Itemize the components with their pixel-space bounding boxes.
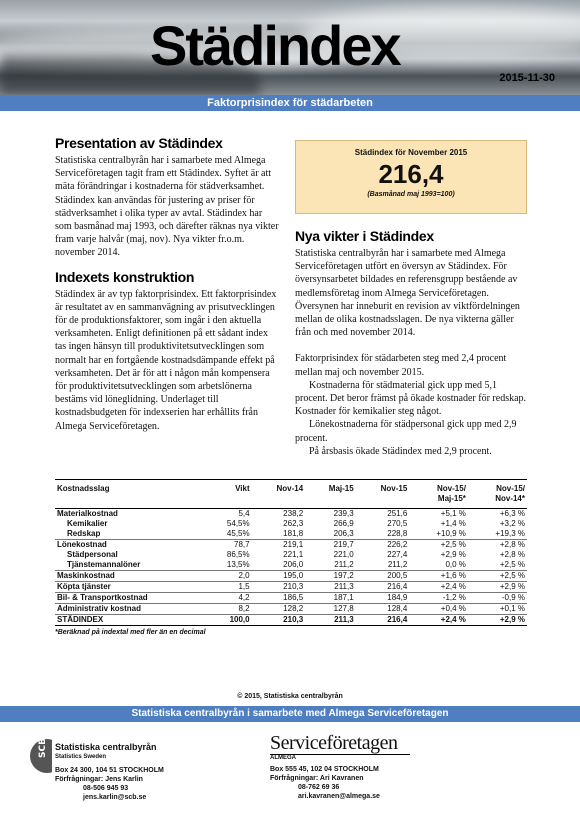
cost-table — [55, 479, 527, 626]
table-cell: 1,5 — [205, 582, 252, 593]
cost-table-section — [55, 479, 527, 636]
svg-text:SCB: SCB — [38, 738, 48, 758]
table-cell: 210,3 — [252, 582, 306, 593]
table-cell: 266,9 — [333, 519, 354, 528]
footer-bar: Statistiska centralbyrån i samarbete med Almega Serviceföretagen — [0, 706, 580, 722]
index-highlight-box — [295, 140, 527, 214]
scb-contact-block — [55, 742, 164, 802]
table-cell: 181,8 — [283, 529, 304, 538]
table-row — [55, 509, 527, 520]
table-cell: 221,1 — [283, 550, 304, 559]
index-box-value: 216,4 — [378, 159, 444, 189]
section-heading-construction: Indexets konstruktion — [55, 268, 195, 285]
table-cell: 211,2 — [334, 560, 354, 569]
table-row — [55, 560, 527, 571]
table-cell: -1,2 % — [409, 593, 468, 604]
subtitle-bar: Faktorprisindex för städarbeten — [0, 95, 580, 111]
table-header-cell: Nov-15 — [380, 484, 408, 493]
table-cell: 239,3 — [333, 509, 354, 518]
table-cell: 219,1 — [252, 540, 306, 551]
table-row — [55, 550, 527, 560]
table-cell: 251,6 — [387, 509, 408, 518]
table-row — [55, 571, 527, 582]
table-cell: +2,4 % — [409, 615, 468, 626]
almega-contact-name: Ari Kavranen — [319, 775, 364, 782]
section-heading-presentation: Presentation av Städindex — [55, 135, 223, 151]
table-cell: Administrativ kostnad — [55, 604, 205, 615]
table-cell: 8,2 — [205, 604, 252, 615]
table-cell: +3,2 % — [499, 519, 525, 528]
table-cell: 127,8 — [305, 604, 355, 615]
table-cell: +2,5 % — [499, 560, 525, 569]
index-box-note: (Basmånad maj 1993=100) — [367, 191, 455, 198]
table-header-cell: Nov-14 — [276, 484, 304, 493]
table-cell: 226,2 — [356, 540, 410, 551]
table-row — [55, 519, 527, 529]
table-cell: +2,5 % — [468, 571, 527, 582]
summary-text-3: Lönekostnaderna för städpersonal gick upp med 2,9 procent. — [295, 419, 517, 444]
table-cell: 200,5 — [356, 571, 410, 582]
table-cell: +2,9 % — [468, 615, 527, 626]
table-cell: 45,5% — [226, 529, 250, 538]
section-heading-new-weights: Nya vikter i Städindex — [295, 228, 434, 244]
table-cell: Bil- & Transportkostnad — [55, 593, 205, 604]
scb-contact-email[interactable]: jens.karlin@scb.se — [83, 794, 147, 801]
scb-name: Statistiska centralbyrån — [55, 742, 157, 752]
table-cell: 13,5% — [226, 560, 250, 569]
table-cell: +2,5 % — [409, 540, 468, 551]
scb-contact-name: Jens Karlin — [105, 776, 143, 783]
table-cell: 4,2 — [205, 593, 252, 604]
table-cell: +0,4 % — [409, 604, 468, 615]
scb-contact-label: Förfrågningar: — [55, 776, 104, 783]
table-cell: +2,8 % — [499, 550, 525, 559]
almega-subtitle: ALMEGA — [270, 754, 410, 761]
table-row — [55, 582, 527, 593]
table-cell: +2,9 % — [468, 582, 527, 593]
almega-address: Box 555 45, 102 04 STOCKHOLM — [270, 766, 379, 773]
table-footnote: *Beräknad på indextal med fler än en decimal — [55, 629, 206, 636]
table-cell: 211,2 — [387, 560, 408, 569]
table-cell: 216,4 — [356, 582, 410, 593]
table-cell: 227,4 — [387, 550, 408, 559]
table-cell: 2,0 — [205, 571, 252, 582]
table-cell: 78,7 — [205, 540, 252, 551]
summary-text-1: Faktorprisindex för städarbeten steg med 2,4 procent mellan maj och november 2015. — [295, 353, 507, 378]
table-cell: 100,0 — [205, 615, 252, 626]
table-cell: Materialkostnad — [57, 509, 118, 518]
almega-contact-label: Förfrågningar: — [270, 775, 319, 782]
table-cell: 197,2 — [305, 571, 355, 582]
almega-contact-email[interactable]: ari.kavranen@almega.se — [298, 793, 380, 800]
table-cell: Maskinkostnad — [55, 571, 205, 582]
table-cell: 206,0 — [283, 560, 304, 569]
table-cell: 262,3 — [283, 519, 304, 528]
table-cell: 211,3 — [305, 582, 355, 593]
table-cell: 128,2 — [252, 604, 306, 615]
scb-logo-icon — [30, 736, 52, 776]
almega-logo-text: Serviceföretagen — [270, 732, 398, 754]
table-cell: 128,4 — [356, 604, 410, 615]
table-cell: 5,4 — [238, 509, 250, 518]
table-header-cell: Maj-15 — [328, 484, 354, 493]
summary-text-4: På årsbasis ökade Städindex med 2,9 procent. — [309, 445, 492, 457]
table-cell: 86,5% — [226, 550, 250, 559]
table-cell: 210,3 — [252, 615, 306, 626]
table-cell: 238,2 — [283, 509, 304, 518]
table-header-row — [55, 480, 527, 509]
table-cell: Kemikalier — [67, 519, 108, 528]
table-cell: 0,0 % — [445, 560, 466, 569]
table-cell: 186,5 — [252, 593, 306, 604]
scb-address: Box 24 300, 104 51 STOCKHOLM — [55, 767, 164, 774]
table-cell: 184,9 — [356, 593, 410, 604]
left-column — [55, 135, 280, 433]
scb-subtitle: Statistics Sweden — [55, 754, 107, 760]
right-column — [295, 140, 527, 458]
table-cell: 211,3 — [305, 615, 355, 626]
table-header-cell: Nov-15/ Nov-14* — [495, 484, 525, 503]
table-cell: +1,4 % — [440, 519, 466, 528]
new-weights-text: Statistiska centralbyrån har i samarbete med Almega Serviceföretagen utfört en översyn av Städindex. För översynsarbetet bildades en referensgrupp bestående av medlemsföretag inom Almega Serviceföretagen. Översynen har inneburit en revision av viktfördelningen mellan de olika kostnadsslagen. De nya vikterna gäller från och med november 2014. — [295, 248, 520, 339]
table-cell: +10,9 % — [436, 529, 466, 538]
table-header-cell: Vikt — [235, 484, 250, 493]
table-cell: Städpersonal — [67, 550, 118, 559]
scb-contact-phone: 08-506 945 93 — [83, 785, 129, 792]
table-cell: +2,8 % — [468, 540, 527, 551]
index-box-label: Städindex för November 2015 — [354, 148, 468, 157]
table-row — [55, 540, 527, 551]
summary-text-2: Kostnaderna för städmaterial gick upp med 5,1 procent. Det beror främst på ökade kostnader för redskap. Kostnader för kemikalier steg något. — [295, 379, 527, 418]
table-cell: Tjänstemannalöner — [67, 560, 141, 569]
table-row — [55, 615, 527, 626]
table-cell: +0,1 % — [468, 604, 527, 615]
table-cell: 54,5% — [226, 519, 250, 528]
publication-date: 2015-11-30 — [499, 72, 555, 84]
copyright: © 2015, Statistiska centralbyrån — [237, 693, 343, 700]
table-row — [55, 593, 527, 604]
table-cell: STÄDINDEX — [55, 615, 205, 626]
table-cell: 221,0 — [333, 550, 354, 559]
table-cell: 187,1 — [305, 593, 355, 604]
table-cell: Köpta tjänster — [55, 582, 205, 593]
construction-text: Städindex är av typ faktorprisindex. Ett faktorprisindex är resultatet av en sammanvägning av prisutvecklingen för de produktionsfaktorer, som ingår i den aktuella verksamheten. Enligt definitionen på ett sådant index tas ingen hänsyn till produktivitetsutvecklingen som normalt har en fortgående kostnadsdämpande effekt på verksamheten. Det är för att i någon mån kompensera för produktivitetsutvecklingen som arbetslönerna bestäms vid löneglidning. Underlaget till kostnadsbudgeten för indexserien har erhållits från Almega Serviceföretagen. — [55, 288, 277, 432]
table-cell: 270,5 — [387, 519, 408, 528]
table-header-cell: Nov-15/ Maj-15* — [437, 484, 466, 503]
almega-contact-phone: 08-762 69 36 — [298, 784, 340, 791]
table-cell: 219,7 — [305, 540, 355, 551]
table-cell: 216,4 — [356, 615, 410, 626]
table-cell: +5,1 % — [440, 509, 466, 518]
table-cell: Redskap — [67, 529, 101, 538]
presentation-text: Statistiska centralbyrån har i samarbete med Almega Serviceföretagen tagit fram ett Städindex. Syftet är att mäta förändringar i kostnaderna för städverksamhet. Städindex kan användas för justering av priser för städverksamhet i olika typer av avtal. Städindex har som basmånad maj 1993, och därefter räknas nya vikter fram varje halvår (maj, nov). Nya vikter fr.o.m. november 2014. — [55, 155, 279, 259]
table-cell: 195,0 — [252, 571, 306, 582]
table-row — [55, 604, 527, 615]
page-title: Städindex — [150, 14, 400, 77]
table-cell: 206,3 — [333, 529, 354, 538]
table-cell: +2,9 % — [440, 550, 466, 559]
table-header-cell: Kostnadsslag — [57, 484, 110, 493]
table-cell: +1,6 % — [409, 571, 468, 582]
table-cell: +19,3 % — [495, 529, 525, 538]
table-cell: +6,3 % — [499, 509, 525, 518]
almega-contact-block — [270, 732, 410, 801]
table-cell: Lönekostnad — [55, 540, 205, 551]
table-cell: +2,4 % — [409, 582, 468, 593]
table-cell: -0,9 % — [468, 593, 527, 604]
table-cell: 228,8 — [387, 529, 408, 538]
table-row — [55, 529, 527, 540]
